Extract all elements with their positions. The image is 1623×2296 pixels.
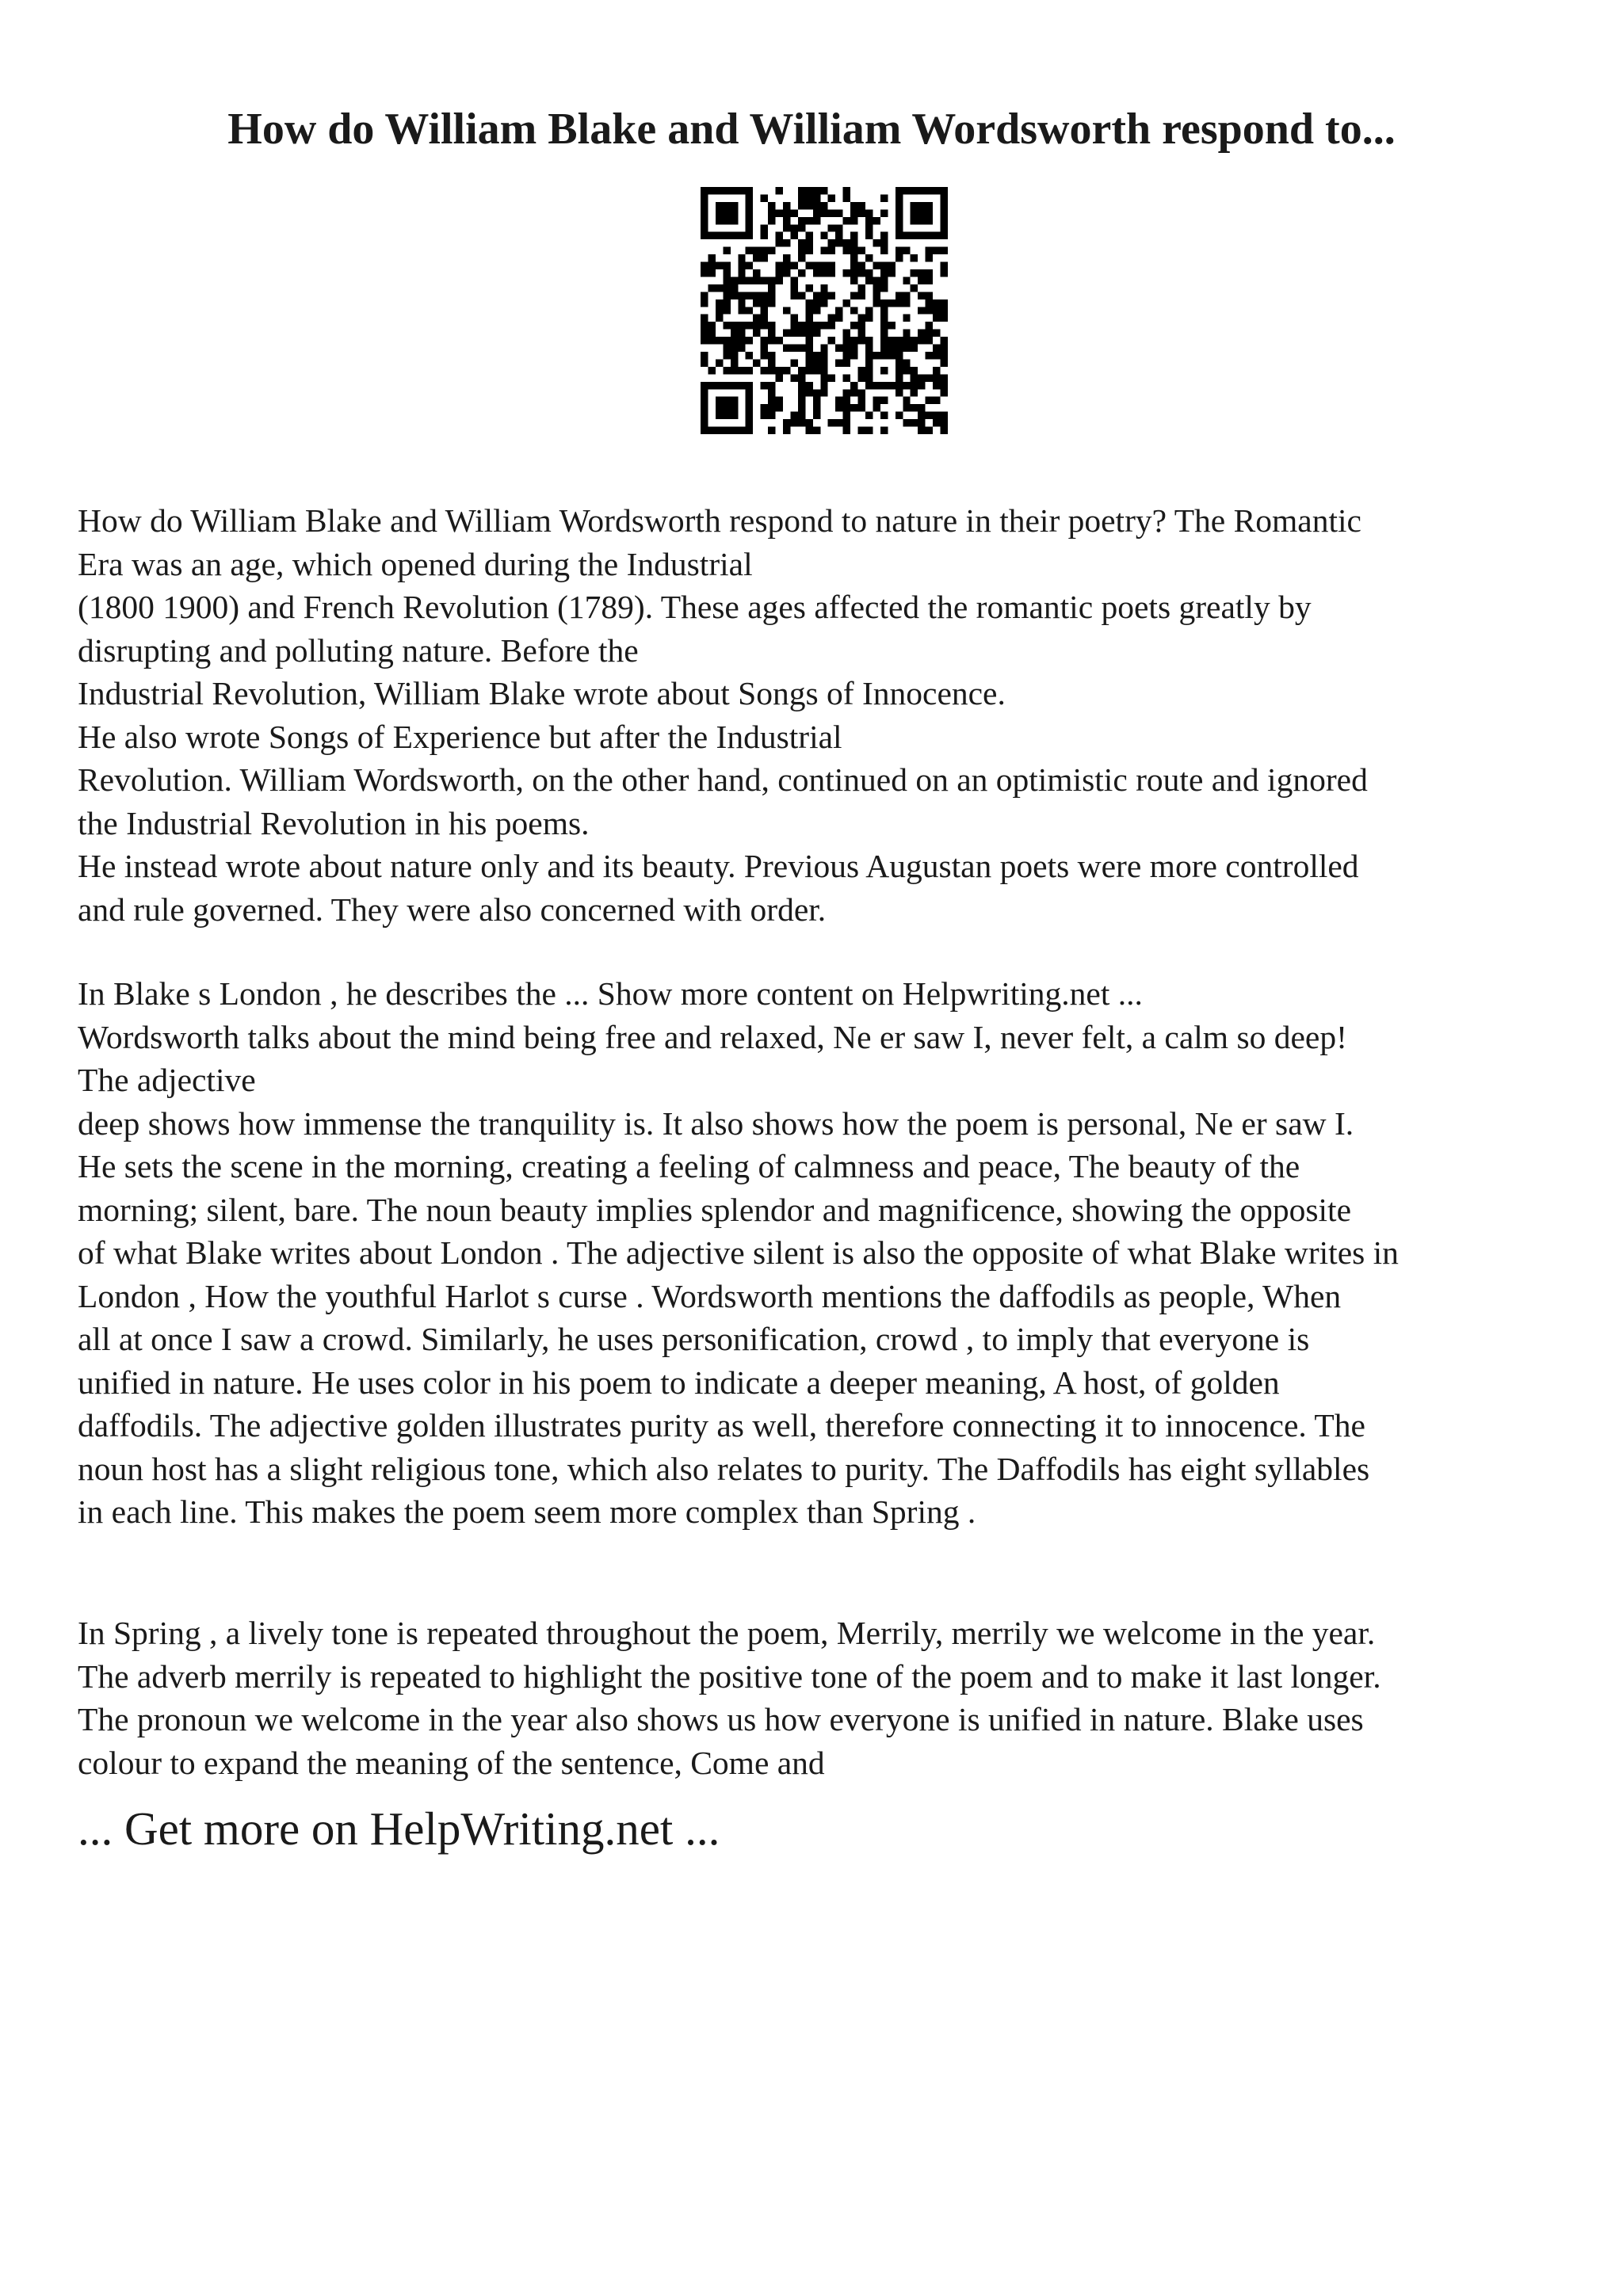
text-line: morning; silent, bare. The noun beauty implies splendor and magnificence, showing the opposite (78, 1191, 1352, 1228)
text-line: deep shows how immense the tranquility is. It also shows how the poem is personal, Ne er saw I. (78, 1104, 1354, 1142)
paragraph-analysis (78, 972, 1583, 1534)
text-line: London , How the youthful Harlot s curse . Wordsworth mentions the daffodils as people, When (78, 1277, 1342, 1314)
text-line: noun host has a slight religious tone, which also relates to purity. The Daffodils has eight syllables (78, 1450, 1370, 1487)
text-line: How do William Blake and William Wordsworth respond to nature in their poetry? The Romantic (78, 502, 1361, 539)
qr-code-icon (701, 187, 948, 434)
text-line: Era was an age, which opened during the Industrial (78, 545, 753, 582)
text-line: in each line. This makes the poem seem more complex than Spring . (78, 1493, 976, 1530)
text-line: He instead wrote about nature only and its beauty. Previous Augustan poets were more controlled (78, 848, 1359, 884)
text-line: Wordsworth talks about the mind being free and relaxed, Ne er saw I, never felt, a calm so deep! (78, 1018, 1347, 1055)
text-line: daffodils. The adjective golden illustrates purity as well, therefore connecting it to innocence. The (78, 1407, 1365, 1444)
text-line: In Blake s London , he describes the ... Show more content on Helpwriting.net ... (78, 975, 1143, 1012)
text-line: The adjective (78, 1062, 256, 1098)
text-line: unified in nature. He uses color in his poem to indicate a deeper meaning, A host, of golden (78, 1363, 1280, 1401)
text-line: disrupting and polluting nature. Before the (78, 631, 639, 669)
text-line: The adverb merrily is repeated to highlight the positive tone of the poem and to make it last longer. (78, 1657, 1381, 1695)
get-more-link[interactable]: ... Get more on HelpWriting.net ... (78, 1802, 720, 1855)
text-line: In Spring , a lively tone is repeated throughout the poem, Merrily, merrily we welcome in the year. (78, 1615, 1376, 1651)
text-line: the Industrial Revolution in his poems. (78, 804, 590, 841)
page-title: How do William Blake and William Wordsworth respond to... (227, 105, 1396, 154)
text-line: colour to expand the meaning of the sentence, Come and (78, 1744, 825, 1781)
text-line: He also wrote Songs of Experience but after the Industrial (78, 718, 842, 755)
text-line: (1800 1900) and French Revolution (1789). These ages affected the romantic poets greatly by (78, 589, 1312, 625)
paragraph-intro (78, 499, 1583, 931)
text-line: The pronoun we welcome in the year also shows us how everyone is unified in nature. Blake uses (78, 1701, 1364, 1737)
text-line: all at once I saw a crowd. Similarly, he uses personification, crowd , to imply that everyone is (78, 1321, 1310, 1357)
text-line: Revolution. William Wordsworth, on the other hand, continued on an optimistic route and ignored (78, 761, 1368, 798)
paragraph-spring (78, 1611, 1583, 1784)
text-line: Industrial Revolution, William Blake wrote about Songs of Innocence. (78, 675, 1006, 711)
text-line: He sets the scene in the morning, creating a feeling of calmness and peace, The beauty of the (78, 1148, 1300, 1184)
text-line: of what Blake writes about London . The adjective silent is also the opposite of what Blake writes in (78, 1234, 1399, 1271)
text-line: and rule governed. They were also concerned with order. (78, 891, 827, 928)
